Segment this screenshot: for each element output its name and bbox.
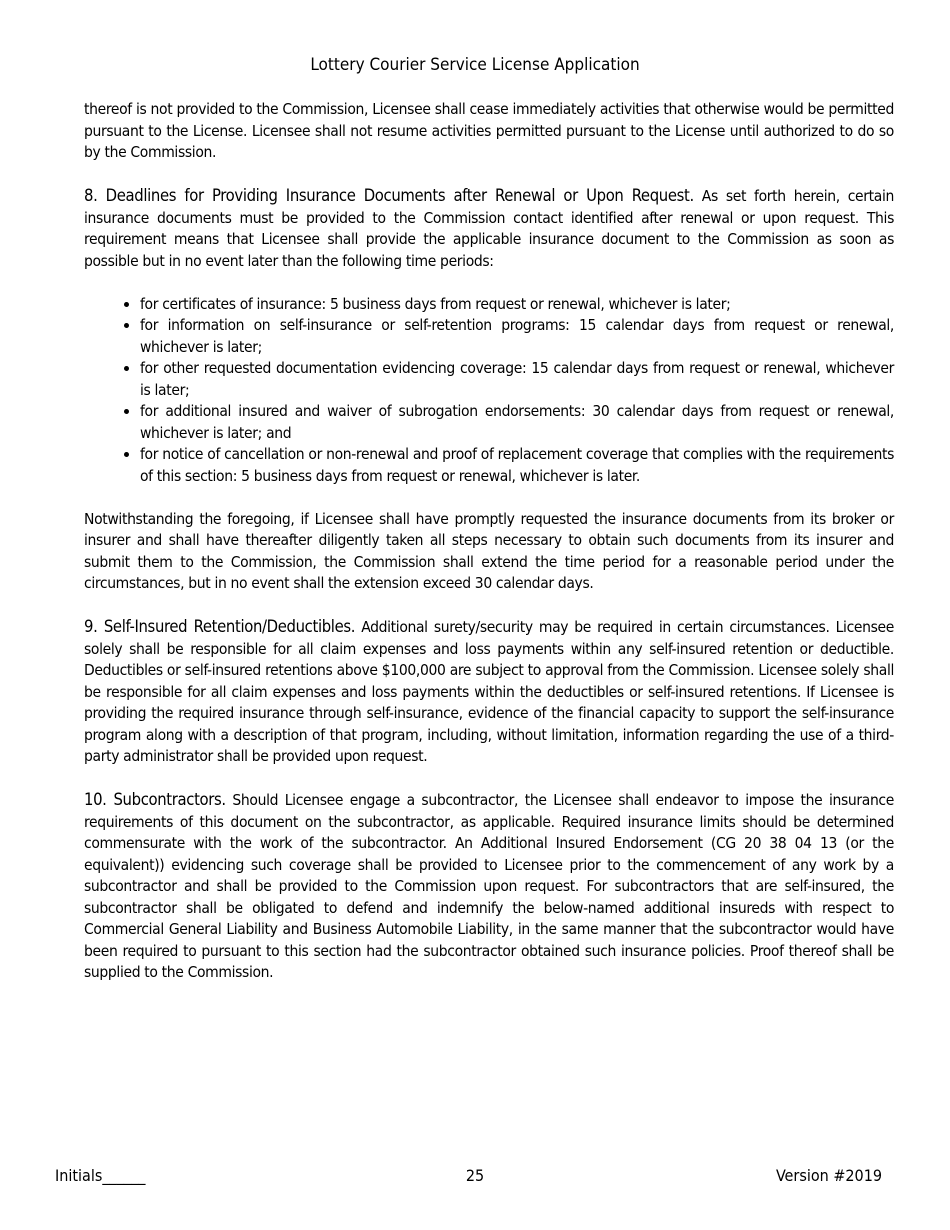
- section-8-heading: 8. Deadlines for Providing Insurance Documents after Renewal or Upon Request.: [84, 186, 694, 205]
- document-body: [84, 99, 894, 1005]
- list-item: • for additional insured and waiver of subrogation endorsements: 30 calendar days from request or renewal, whichever is later; and: [140, 401, 894, 444]
- section-10-paragraph: [84, 789, 894, 984]
- section-8-paragraph: [84, 185, 894, 272]
- footer-version: Version #2019: [775, 1166, 882, 1185]
- section-9-body: Additional surety/security may be required in certain circumstances. Licensee solely shall be responsible for all claim expenses and loss payments within any self-insured retention or deductible. Deductibles or self-insured retentions above $100,000 are subject to approval from the Commission. Licensee solely shall be responsible for all claim expenses and loss payments within the deductibles or self-insured retentions. If Licensee is providing the required insurance through self-insurance, evidence of the financial capacity to support the self-insurance program along with a description of that program, including, without limitation, information regarding the use of a third-party administrator shall be provided upon request.: [84, 618, 894, 765]
- section-9-paragraph: [84, 616, 894, 768]
- list-item: • for other requested documentation evidencing coverage: 15 calendar days from request or renewal, whichever is later;: [140, 358, 894, 401]
- list-item: • for notice of cancellation or non-renewal and proof of replacement coverage that complies with the requirements of this section: 5 business days from request or renewal, whichever is later.: [140, 444, 894, 487]
- page-title: Lottery Courier Service License Application: [310, 55, 640, 75]
- section-9-heading: 9. Self-Insured Retention/Deductibles.: [84, 617, 356, 636]
- deadline-list: [84, 294, 894, 488]
- section-8-body: As set forth herein, certain insurance documents must be provided to the Commission contact identified after renewal or upon request. This requirement means that Licensee shall provide the applicable insurance document to the Commission as soon as possible but in no event later than the following time periods:: [84, 187, 894, 270]
- list-item: • for certificates of insurance: 5 business days from request or renewal, whichever is later;: [140, 294, 894, 316]
- section-10-body: Should Licensee engage a subcontractor, the Licensee shall endeavor to impose the insurance requirements of this document on the subcontractor, as applicable. Required insurance limits should be determined commensurate with the work of the subcontractor. An Additional Insured Endorsement (CG 20 38 04 13 (or the equivalent)) evidencing such coverage shall be provided to Licensee prior to the commencement of any work by a subcontractor and shall be provided to the Commission upon request. For subcontractors that are self-insured, the subcontractor shall be obligated to defend and indemnify the below-named additional insureds with respect to Commercial General Liability and Business Automobile Liability, in the same manner that the subcontractor would have been required to pursuant to this section had the subcontractor obtained such insurance policies. Proof thereof shall be supplied to the Commission.: [84, 791, 894, 981]
- footer-page-number: 25: [465, 1166, 485, 1185]
- footer-initials: Initials______: [55, 1166, 146, 1185]
- section-10-heading: 10. Subcontractors.: [84, 790, 226, 809]
- notwithstanding-paragraph: Notwithstanding the foregoing, if Licensee shall have promptly requested the insurance documents from its broker or insurer and shall have thereafter diligently taken all steps necessary to obtain such documents from its insurer and submit them to the Commission, the Commission shall extend the time period for a reasonable period under the circumstances, but in no event shall the extension exceed 30 calendar days.: [84, 509, 894, 592]
- intro-paragraph: thereof is not provided to the Commission, Licensee shall cease immediately activities that otherwise would be permitted pursuant to the License. Licensee shall not resume activities permitted pursuant to the License until authorized to do so by the Commission.: [84, 100, 894, 161]
- list-item: • for information on self-insurance or self-retention programs: 15 calendar days from request or renewal, whichever is later;: [140, 315, 894, 358]
